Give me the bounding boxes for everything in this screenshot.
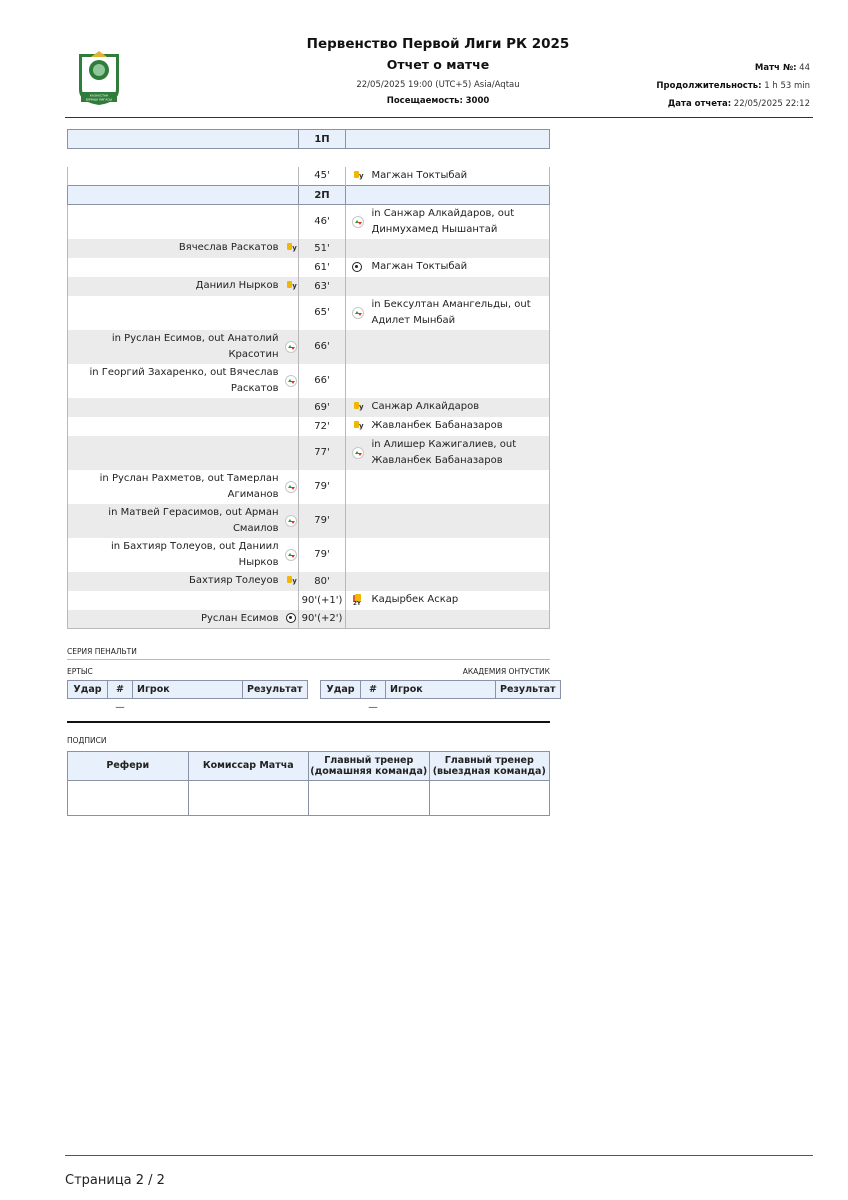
footer-divider	[65, 1155, 813, 1156]
yellow-card-icon	[285, 242, 297, 254]
event-row	[68, 205, 550, 239]
event-minute: 61'	[299, 258, 346, 277]
substitution-icon	[352, 216, 364, 228]
match-datetime: 22/05/2025 19:00 (UTC+5) Asia/Aqtau	[356, 80, 520, 90]
yellow-card-icon	[352, 420, 364, 432]
penalty-away-team: АКАДЕМИЯ ОНТУСТИК	[462, 667, 550, 676]
goal-icon	[352, 262, 362, 272]
sig-away-coach: Главный тренер (выездная команда)	[429, 752, 550, 781]
event-away-text	[370, 364, 550, 398]
yellow-card-icon	[352, 401, 364, 413]
report-date: Дата отчета: 22/05/2025 22:12	[667, 99, 810, 109]
event-minute: 65'	[299, 296, 346, 330]
attendance-value: 3000	[465, 96, 490, 106]
event-row	[68, 572, 550, 591]
event-away-text: Магжан Токтыбай	[370, 258, 550, 277]
sig-cell-home-coach	[309, 781, 430, 816]
event-away-text: Жавланбек Бабаназаров	[370, 417, 550, 436]
match-number: Матч №: 44	[754, 63, 810, 73]
event-home-text	[68, 167, 285, 186]
event-minute: 90'(+1')	[299, 591, 346, 610]
section-divider	[67, 721, 550, 723]
event-away-text	[370, 330, 550, 364]
event-away-text	[370, 610, 550, 629]
event-minute: 66'	[299, 364, 346, 398]
event-away-text	[370, 470, 550, 504]
sig-cell-referee	[68, 781, 189, 816]
second-half-label: 2П	[299, 186, 346, 205]
event-row	[68, 277, 550, 296]
event-minute: 66'	[299, 330, 346, 364]
event-home-text: in Бахтияр Толеуов, out Даниил Нырков	[68, 538, 285, 572]
yellow-card-icon	[352, 170, 364, 182]
event-home-text: Руслан Есимов	[68, 610, 285, 629]
signatures-table	[67, 751, 550, 816]
event-minute: 63'	[299, 277, 346, 296]
league-logo-icon	[75, 50, 123, 106]
substitution-icon	[285, 549, 297, 561]
penalty-section-title: СЕРИЯ ПЕНАЛЬТИ	[67, 647, 137, 656]
event-home-text: in Руслан Есимов, out Анатолий Красотин	[68, 330, 285, 364]
event-row	[68, 417, 550, 436]
logo-text-1: КАЗАХСТАН	[89, 93, 109, 98]
event-row	[68, 364, 550, 398]
event-row	[68, 398, 550, 417]
penalty-divider	[67, 659, 550, 660]
event-away-text: in Санжар Алкайдаров, out Динмухамед Нышантай	[370, 205, 550, 239]
page-title: Первенство Первой Лиги РК 2025	[306, 36, 570, 52]
event-row	[68, 258, 550, 277]
event-minute: 79'	[299, 504, 346, 538]
event-minute: 79'	[299, 470, 346, 504]
event-row	[68, 167, 550, 186]
event-home-text	[68, 296, 285, 330]
attendance	[228, 96, 648, 106]
event-row	[68, 470, 550, 504]
event-away-text	[370, 572, 550, 591]
event-away-text	[370, 277, 550, 296]
event-away-text: Санжар Алкайдаров	[370, 398, 550, 417]
sig-cell-commissioner	[188, 781, 309, 816]
event-row	[68, 591, 550, 610]
sig-referee: Рефери	[68, 752, 189, 781]
substitution-icon	[352, 447, 364, 459]
substitution-icon	[352, 307, 364, 319]
event-home-text	[68, 258, 285, 277]
event-home-text: Бахтияр Толеуов	[68, 572, 285, 591]
event-home-text: Даниил Нырков	[68, 277, 285, 296]
event-row	[68, 504, 550, 538]
event-home-text	[68, 591, 285, 610]
event-home-text: in Георгий Захаренко, out Вячеслав Раскатов	[68, 364, 285, 398]
event-minute: 51'	[299, 239, 346, 258]
goal-icon	[286, 613, 296, 623]
penalty-home-empty: —	[115, 702, 125, 714]
logo-text-2: БІРІНШІ ЛИГАСЫ	[85, 97, 113, 102]
event-away-text	[370, 239, 550, 258]
event-home-text	[68, 436, 285, 470]
match-duration: Продолжительность: 1 h 53 min	[656, 81, 810, 91]
penalty-table-away: Удар # Игрок Результат —	[320, 680, 561, 717]
event-row	[68, 538, 550, 572]
event-home-text: Вячеслав Раскатов	[68, 239, 285, 258]
event-minute: 72'	[299, 417, 346, 436]
header-divider	[65, 117, 813, 118]
event-away-text	[370, 504, 550, 538]
event-minute: 90'(+2')	[299, 610, 346, 629]
event-away-text: Магжан Токтыбай	[370, 167, 550, 186]
event-home-text	[68, 417, 285, 436]
event-away-text: in Бексултан Амангельды, out Адилет Мынбай	[370, 296, 550, 330]
substitution-icon	[285, 515, 297, 527]
event-home-text	[68, 205, 285, 239]
sig-home-coach: Главный тренер (домашняя команда)	[309, 752, 430, 781]
event-minute: 69'	[299, 398, 346, 417]
event-minute: 45'	[299, 167, 346, 186]
half-header-second	[68, 186, 550, 205]
second-yellow-card-icon	[352, 594, 364, 606]
event-row	[68, 296, 550, 330]
event-minute: 77'	[299, 436, 346, 470]
page-subtitle: Отчет о матче	[386, 57, 490, 72]
event-row	[68, 239, 550, 258]
event-away-text: Кадырбек Аскар	[370, 591, 550, 610]
penalty-home-team: ЕРТЫС	[67, 667, 93, 676]
event-minute: 80'	[299, 572, 346, 591]
event-home-text: in Руслан Рахметов, out Тамерлан Агиманов	[68, 470, 285, 504]
yellow-card-icon	[285, 280, 297, 292]
page-number: Страница 2 / 2	[65, 1173, 165, 1188]
attendance-label: Посещаемость:	[386, 96, 463, 106]
sig-cell-away-coach	[429, 781, 550, 816]
substitution-icon	[285, 481, 297, 493]
signatures-section-title: ПОДПИСИ	[67, 736, 107, 745]
penalty-table-home: Удар # Игрок Результат —	[67, 680, 308, 717]
substitution-icon	[285, 341, 297, 353]
event-row	[68, 610, 550, 629]
event-row	[68, 330, 550, 364]
sig-commissioner: Комиссар Матча	[188, 752, 309, 781]
first-half-label: 1П	[299, 130, 346, 149]
event-home-text: in Матвей Герасимов, out Арман Смаилов	[68, 504, 285, 538]
event-minute: 79'	[299, 538, 346, 572]
event-row	[68, 436, 550, 470]
penalty-away-empty: —	[368, 702, 378, 714]
event-minute: 46'	[299, 205, 346, 239]
event-away-text: in Алишер Кажигалиев, out Жавланбек Бабаназаров	[370, 436, 550, 470]
event-away-text	[370, 538, 550, 572]
substitution-icon	[285, 375, 297, 387]
half-header-first	[68, 130, 550, 149]
yellow-card-icon	[285, 575, 297, 587]
events-table	[67, 129, 550, 629]
event-home-text	[68, 398, 285, 417]
